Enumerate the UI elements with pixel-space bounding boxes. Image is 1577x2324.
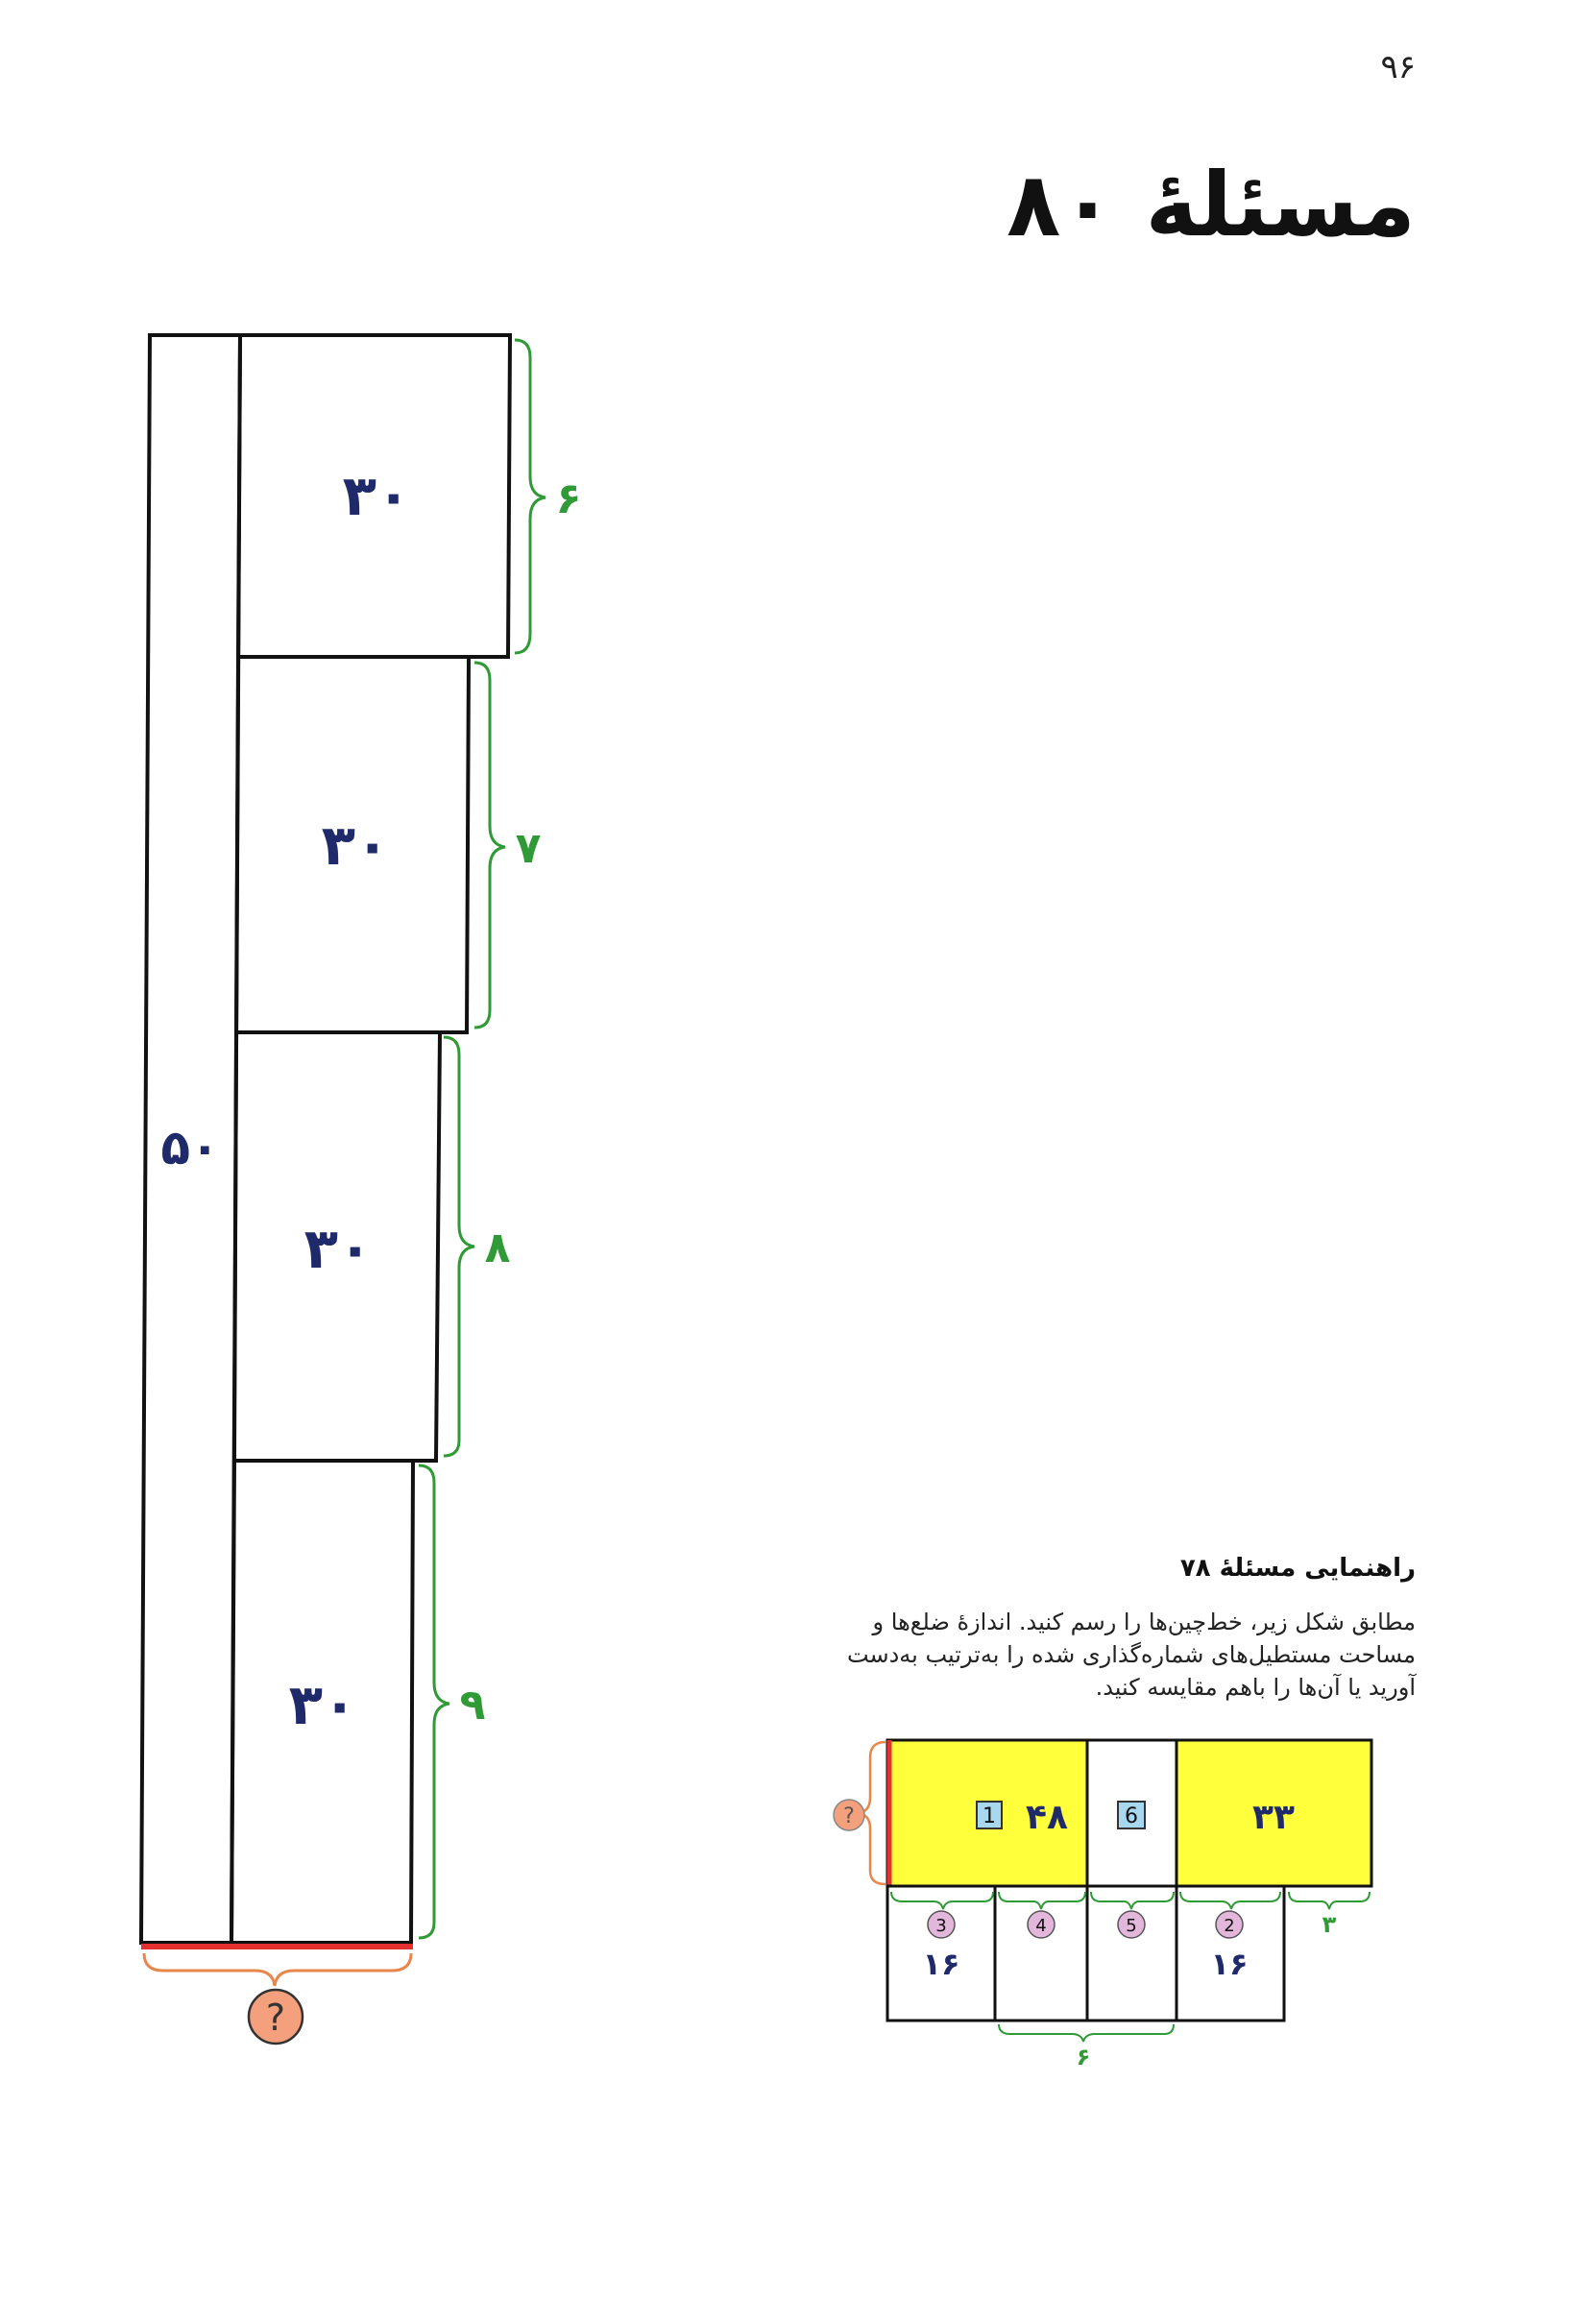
block-2-height: ۷ bbox=[515, 824, 542, 873]
hint-heading: راهنمایی مسئلهٔ ۷۸ bbox=[1179, 1554, 1416, 1583]
hint-top-right-value: ۳۳ bbox=[1252, 1798, 1295, 1837]
hint-bottom-value-right: ۱۶ bbox=[1210, 1946, 1249, 1982]
hint-unknown-marker: ? bbox=[843, 1804, 855, 1828]
hint-badge-2: 2 bbox=[1224, 1916, 1235, 1936]
block-4-brace bbox=[419, 1465, 449, 1938]
block-3-area: ۳۰ bbox=[303, 1216, 373, 1281]
hint-top-left-value: ۴۸ bbox=[1026, 1798, 1068, 1837]
block-2-area: ۳۰ bbox=[321, 812, 390, 878]
hint-badge-1: 1 bbox=[983, 1804, 996, 1828]
hint-line-1: مطابق شکل زیر، خط‌چین‌ها را رسم کنید. اندازهٔ ضلع‌ها و bbox=[872, 1609, 1416, 1635]
hint-badge-3: 3 bbox=[935, 1916, 947, 1936]
block-3-height: ۸ bbox=[484, 1223, 511, 1272]
block-3-brace bbox=[444, 1037, 474, 1456]
block-2-brace bbox=[474, 663, 505, 1028]
block-1-brace bbox=[515, 340, 546, 653]
hint-brace-side bbox=[1289, 1892, 1370, 1909]
hint-line-2: مساحت مستطیل‌های شماره‌گذاری شده را به‌ترتیب به‌دست bbox=[846, 1641, 1416, 1668]
hint-badge-4: 4 bbox=[1035, 1916, 1047, 1936]
hint-text bbox=[782, 1606, 1416, 1704]
hint-badge-6: 6 bbox=[1125, 1804, 1138, 1828]
unknown-marker: ? bbox=[265, 1997, 286, 2039]
block-1-height: ۶ bbox=[555, 474, 582, 523]
hint-lower-brace bbox=[999, 2024, 1174, 2042]
hint-badge-5: 5 bbox=[1126, 1916, 1137, 1936]
hint-line-3: آورید یا آن‌ها را باهم مقایسه کنید. bbox=[1095, 1674, 1416, 1701]
block-4-area: ۳۰ bbox=[288, 1672, 357, 1737]
page-title: مسئلهٔ ۸۰ bbox=[1007, 154, 1416, 256]
page-number: ۹۶ bbox=[1380, 48, 1416, 86]
bottom-brace bbox=[144, 1953, 411, 1986]
hint-bottom-value-left: ۱۶ bbox=[922, 1946, 960, 1982]
block-1-area: ۳۰ bbox=[342, 463, 411, 528]
hint-bottom-label: ۶ bbox=[1076, 2044, 1091, 2070]
hint-side-label: ۳ bbox=[1322, 1911, 1337, 1938]
block-4-height: ۹ bbox=[459, 1681, 486, 1730]
strip-label: ۵۰ bbox=[160, 1120, 220, 1175]
